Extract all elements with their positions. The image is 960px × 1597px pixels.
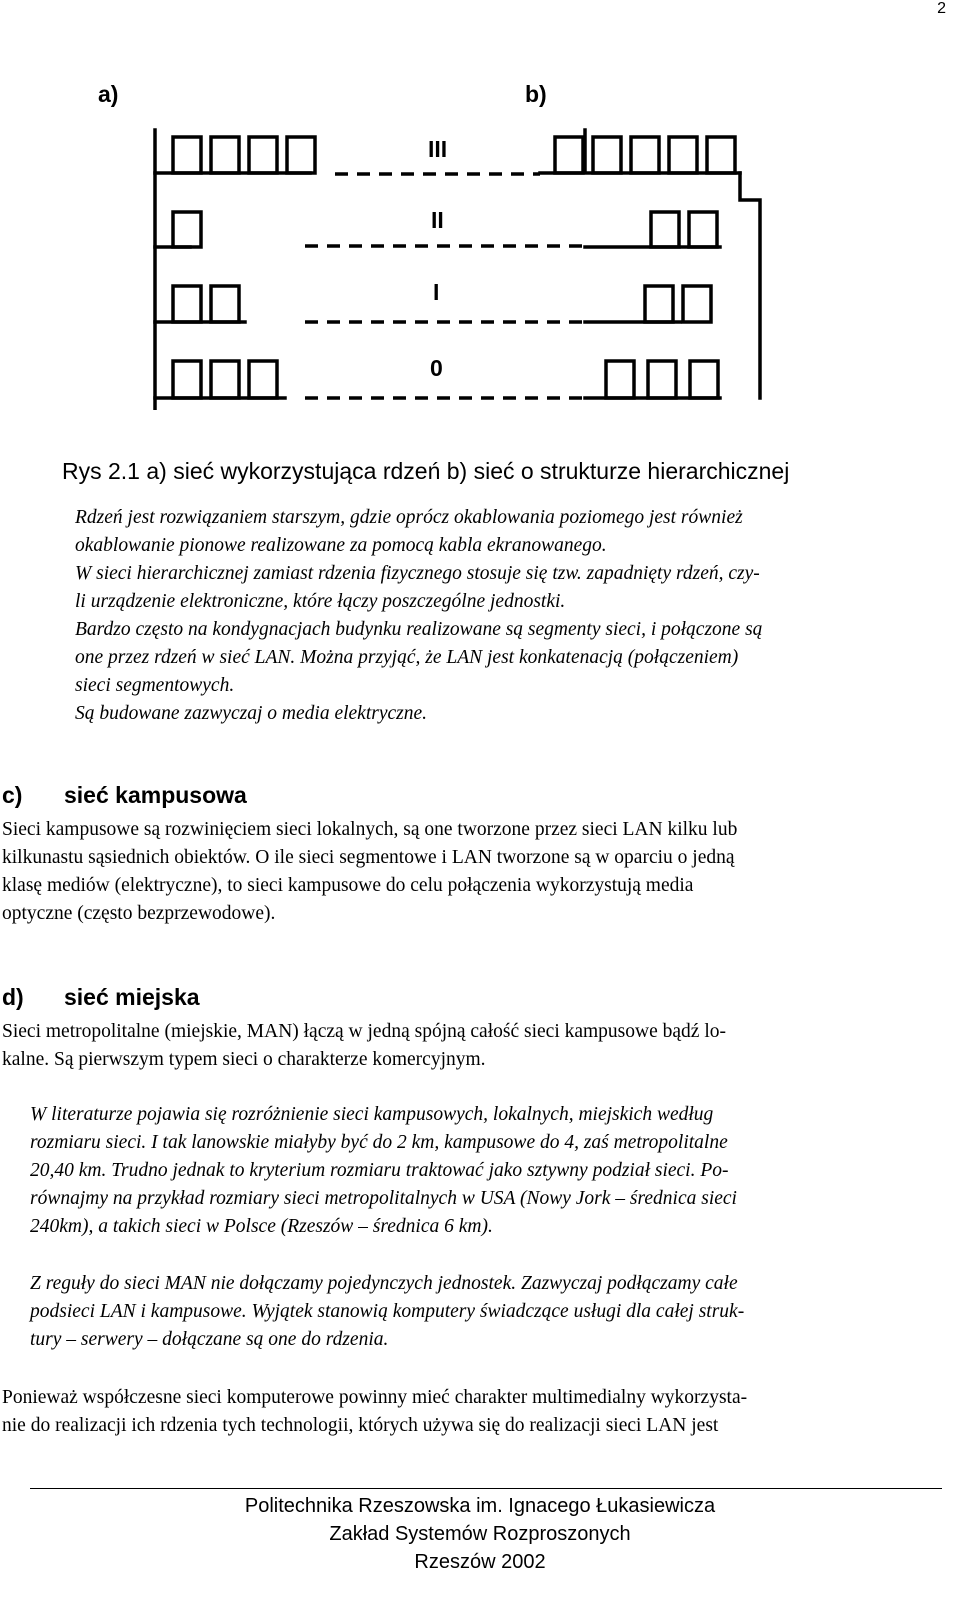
footer-department: Zakład Systemów Rozproszonych — [329, 1523, 631, 1545]
host-box — [683, 286, 711, 322]
final-paragraph — [2, 1384, 938, 1440]
hierarchy-backbone-b — [740, 173, 760, 398]
host-box — [645, 286, 673, 322]
host-box — [173, 212, 201, 247]
section-d-line: kalne. Są pierwszym typem sieci o charakterze komercyjnym. — [2, 1049, 486, 1070]
host-box — [648, 361, 676, 398]
note2-line: Z reguły do sieci MAN nie dołączamy pojedynczych jednostek. Zazwyczaj podłączamy całe — [30, 1273, 738, 1294]
host-box — [173, 361, 201, 398]
page-number: 2 — [937, 0, 946, 17]
host-box — [211, 137, 239, 173]
intro-line: Są budowane zazwyczaj o media elektryczne. — [75, 703, 428, 724]
section-d-title: sieć miejska — [64, 984, 200, 1010]
note2-line: podsieci LAN i kampusowe. Wyjątek stanowią komputery świadczące usługi dla całej struk- — [30, 1301, 745, 1322]
footer — [0, 1492, 960, 1576]
intro-line: okablowanie pionowe realizowane za pomocą kabla ekranowanego. — [75, 535, 607, 556]
host-box — [707, 137, 735, 173]
note1-line: równajmy na przykład rozmiary sieci metropolitalnych w USA (Nowy Jork – średnica sieci — [30, 1188, 737, 1209]
intro-line: Rdzeń jest rozwiązaniem starszym, gdzie oprócz okablowania poziomego jest również — [75, 507, 743, 528]
host-box — [631, 137, 659, 173]
host-box — [689, 212, 717, 247]
host-box — [249, 137, 277, 173]
note-paragraph-1 — [30, 1101, 940, 1241]
host-box — [606, 361, 634, 398]
host-box — [593, 137, 621, 173]
level-label-i: I — [433, 279, 440, 305]
host-box — [651, 212, 679, 247]
final-line: nie do realizacji ich rdzenia tych technologii, których używa się do realizacji sieci LAN jest — [2, 1415, 719, 1436]
section-c-paragraph — [2, 816, 938, 928]
section-d-label: d) — [2, 984, 24, 1010]
host-box — [211, 286, 239, 322]
note2-line: tury – serwery – dołączane są one do rdzenia. — [30, 1329, 389, 1350]
final-line: Ponieważ współczesne sieci komputerowe powinny mieć charakter multimedialny wykorzysta- — [2, 1387, 748, 1408]
level-label-0: 0 — [430, 355, 443, 381]
host-box — [249, 361, 277, 398]
host-box — [287, 137, 315, 173]
footer-university: Politechnika Rzeszowska im. Ignacego Łukasiewicza — [244, 1495, 716, 1517]
section-c-line: kilkunastu sąsiednich obiektów. O ile sieci segmentowe i LAN tworzone są w oparciu o jedną — [2, 847, 735, 868]
intro-paragraph — [75, 504, 935, 728]
host-box — [211, 361, 239, 398]
section-c-label: c) — [2, 782, 23, 808]
section-d-line: Sieci metropolitalne (miejskie, MAN) łączą w jedną spójną całość sieci kampusowe bądź lo- — [2, 1021, 726, 1042]
intro-line: li urządzenie elektroniczne, które łączy poszczególne jednostki. — [75, 591, 566, 612]
note1-line: 20,40 km. Trudno jednak to kryterium rozmiaru traktować jako sztywny podział sieci. Po- — [30, 1160, 729, 1181]
section-c-title: sieć kampusowa — [64, 782, 247, 808]
section-c-line: Sieci kampusowe są rozwinięciem sieci lokalnych, są one tworzone przez sieci LAN kilku lub — [2, 819, 738, 840]
figure-label-a: a) — [98, 81, 119, 107]
section-d-heading — [2, 984, 200, 1011]
note1-line: W literaturze pojawia się rozróżnienie sieci kampusowych, lokalnych, miejskich według — [30, 1104, 714, 1125]
network-topology-diagram — [0, 60, 960, 410]
footer-rule — [30, 1488, 942, 1489]
note1-line: rozmiaru sieci. I tak lanowskie miałyby być do 2 km, kampusowe do 4, zaś metropolitalne — [30, 1132, 728, 1153]
intro-line: W sieci hierarchicznej zamiast rdzenia fizycznego stosuje się tzw. zapadnięty rdzeń, czy- — [75, 563, 760, 584]
host-box — [173, 286, 201, 322]
host-box — [690, 361, 718, 398]
intro-line: sieci segmentowych. — [75, 675, 235, 696]
level-label-iii: III — [428, 136, 448, 162]
note1-line: 240km), a takich sieci w Polsce (Rzeszów – średnica 6 km). — [30, 1216, 493, 1237]
host-box — [173, 137, 201, 173]
section-c-line: klasę mediów (elektryczne), to sieci kampusowe do celu połączenia wykorzystują media — [2, 875, 694, 896]
host-box — [555, 137, 583, 173]
note-paragraph-2 — [30, 1270, 940, 1354]
section-c-line: optyczne (często bezprzewodowe). — [2, 903, 276, 924]
section-c-heading — [2, 782, 247, 809]
intro-line: one przez rdzeń w sieć LAN. Można przyjąć, że LAN jest konkatenacją (połączeniem) — [75, 647, 739, 668]
footer-place-year: Rzeszów 2002 — [414, 1551, 546, 1573]
intro-line: Bardzo często na kondygnacjach budynku realizowane są segmenty sieci, i połączone są — [75, 619, 763, 640]
level-label-ii: II — [431, 207, 444, 233]
figure-label-b: b) — [525, 81, 547, 107]
host-box — [669, 137, 697, 173]
section-d-paragraph — [2, 1018, 938, 1074]
figure-caption: Rys 2.1 a) sieć wykorzystująca rdzeń b) sieć o strukturze hierarchicznej — [62, 458, 790, 484]
